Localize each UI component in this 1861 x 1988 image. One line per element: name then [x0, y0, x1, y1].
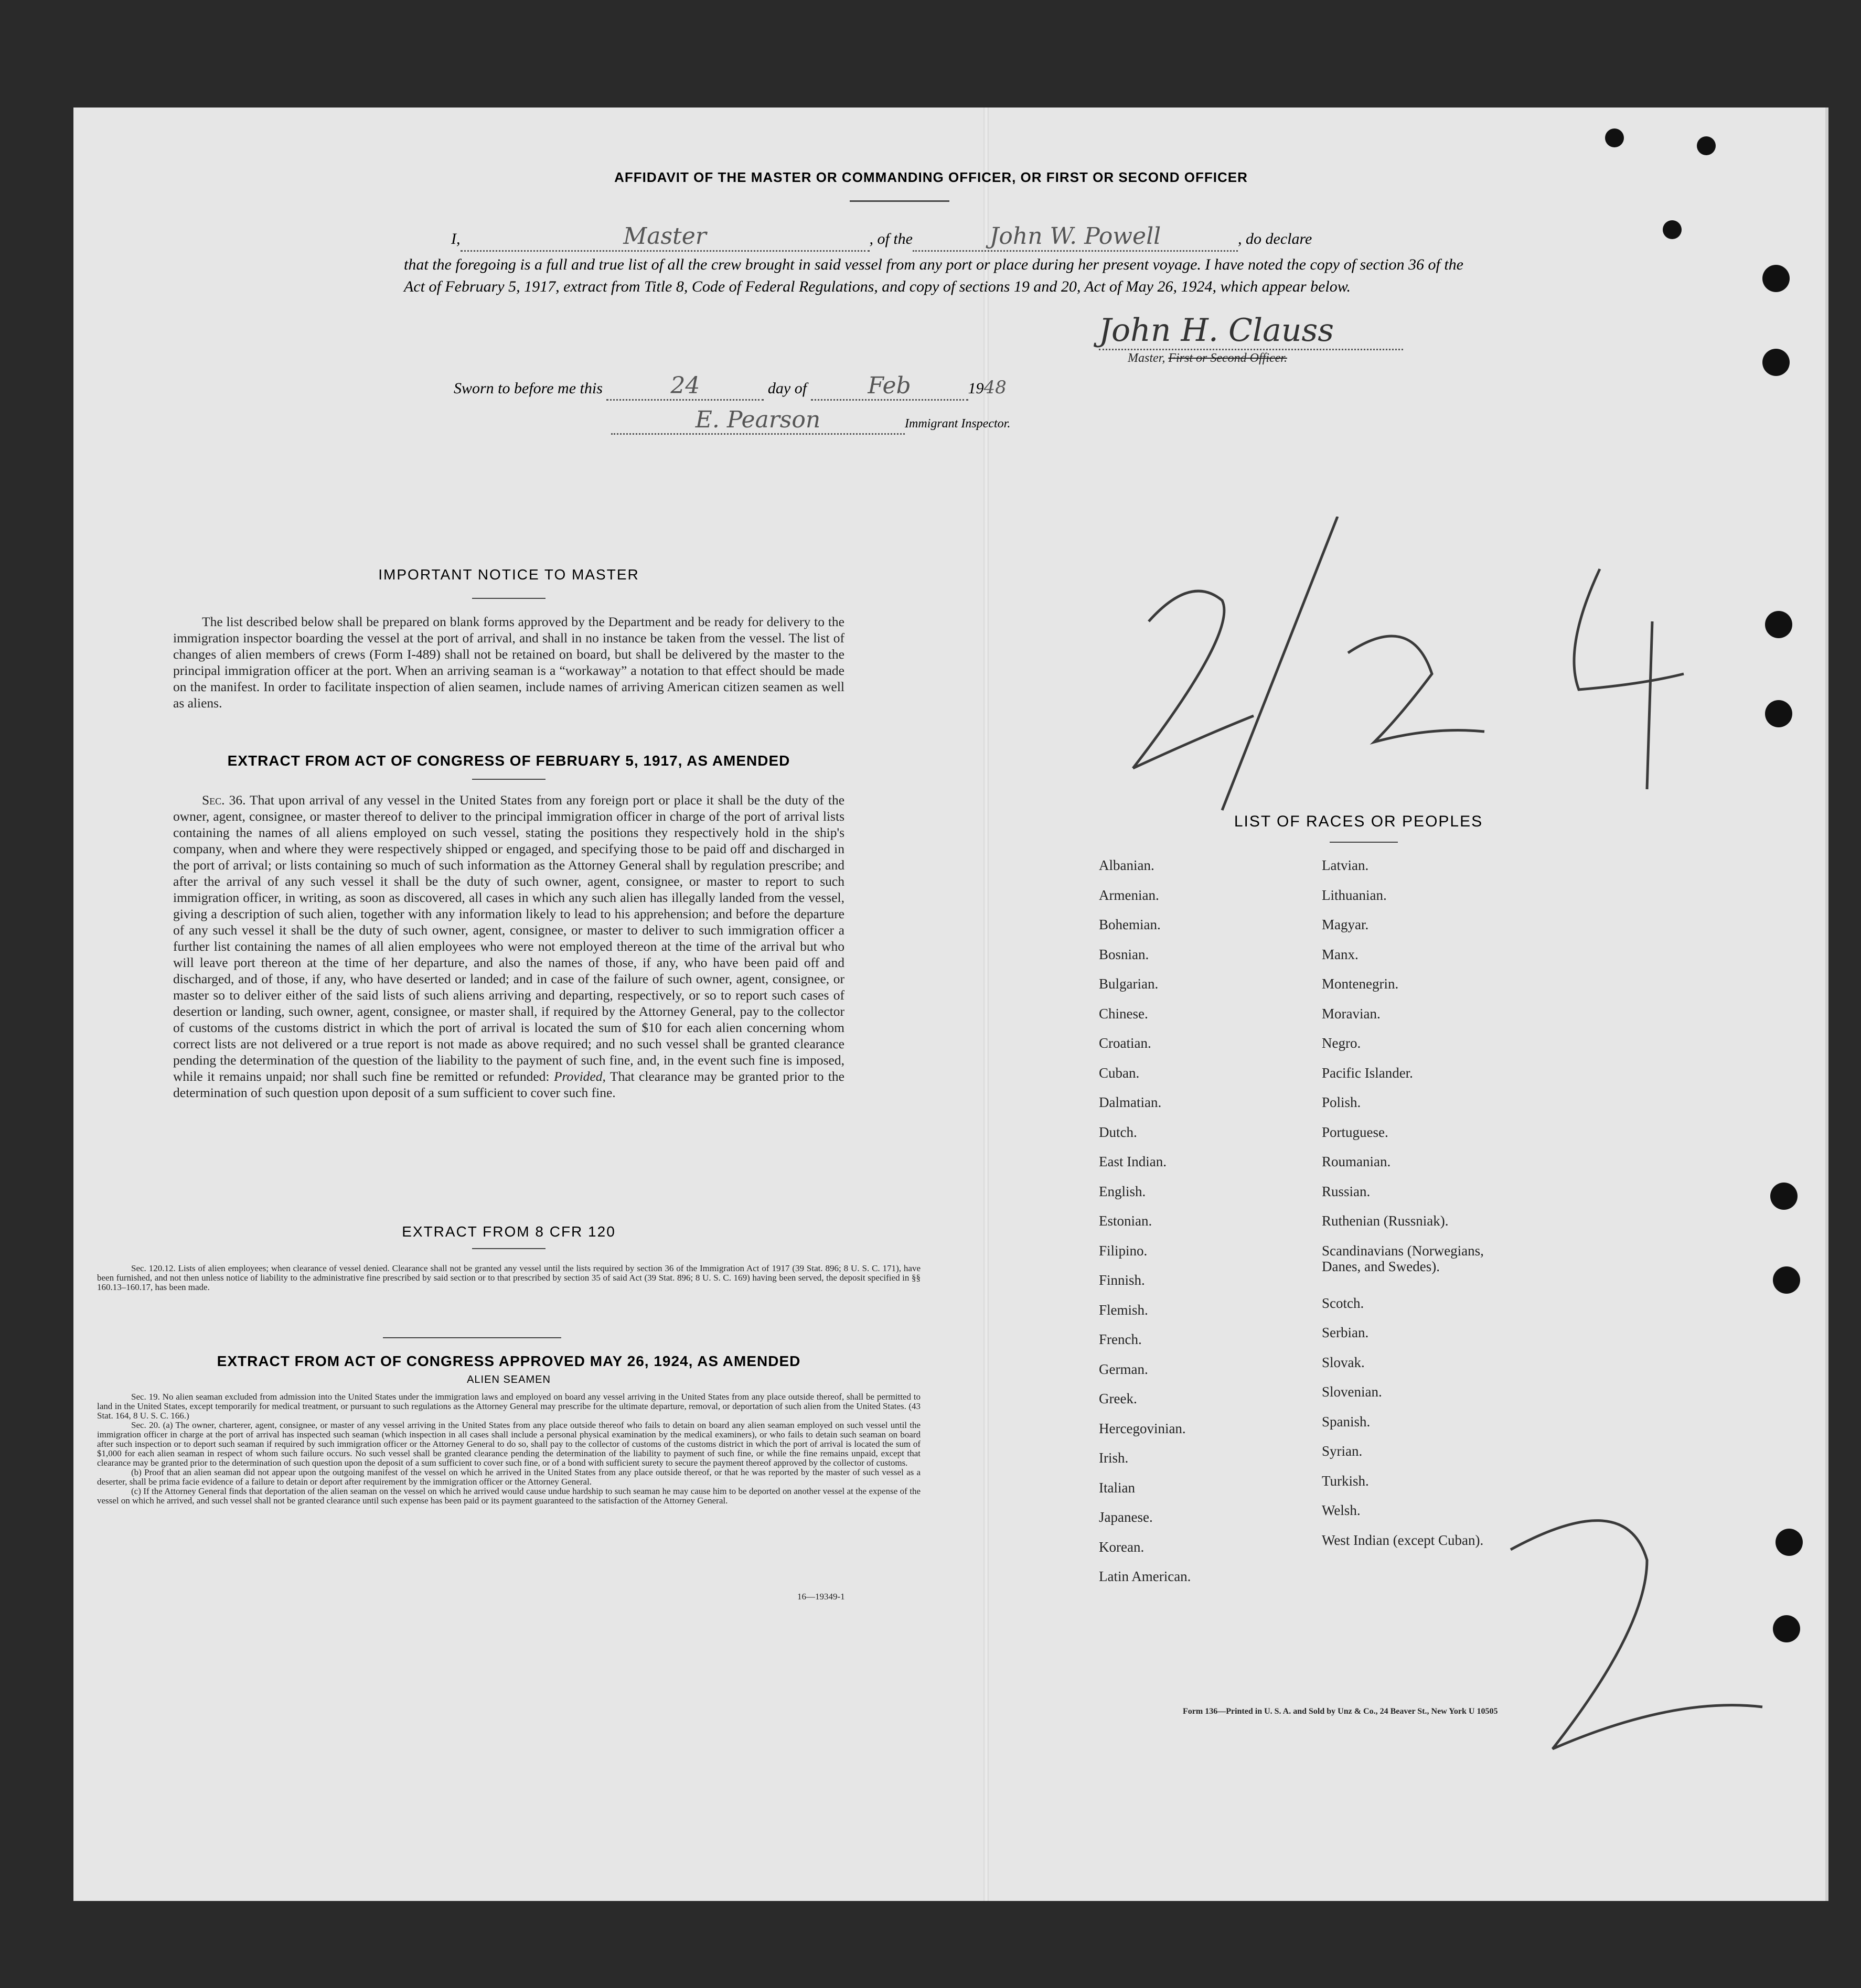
race-item: Roumanian.	[1322, 1154, 1391, 1169]
race-item: Magyar.	[1322, 917, 1369, 932]
cfr-title: EXTRACT FROM 8 CFR 120	[402, 1223, 616, 1240]
race-item: Croatian.	[1099, 1035, 1151, 1051]
punch-hole	[1765, 611, 1792, 638]
races-title: LIST OF RACES OR PEOPLES	[1234, 813, 1483, 830]
races-rule	[1330, 842, 1398, 843]
day-entry: 24	[670, 372, 700, 399]
race-item: Latvian.	[1322, 857, 1369, 873]
race-item: Scotch.	[1322, 1295, 1364, 1311]
race-item: Chinese.	[1099, 1005, 1148, 1022]
punch-hole	[1663, 220, 1682, 239]
race-item: Italian	[1099, 1479, 1135, 1496]
notice-rule	[472, 598, 546, 599]
extract-1917-body	[173, 792, 844, 1101]
race-item: Bohemian.	[1099, 917, 1161, 932]
race-item: Russian.	[1322, 1183, 1371, 1199]
year-label: 19	[968, 380, 984, 397]
inspector-label: Immigrant Inspector.	[905, 417, 1011, 431]
sec19-text: Sec. 19. No alien seaman excluded from admission into the United States under the immigration laws and employed on board any vessel arriving in the United States from any place outside thereof, shall be permitted to land in the United States, except temporarily for medical treatment, or pursuant to such regulations as the Attorney General may prescribe for the ultimate departure, removal, or deportation of such alien from the United States. (43 Stat. 164, 8 U. S. C. 166.)	[97, 1392, 921, 1421]
race-item: Flemish.	[1099, 1302, 1148, 1318]
year-entry: 48	[983, 377, 1007, 398]
inspector-line	[611, 406, 1010, 435]
declaration-line	[404, 225, 1463, 252]
inspector-signature: E. Pearson	[695, 406, 821, 433]
race-item: Polish.	[1322, 1094, 1361, 1110]
sec20b-text: (b) Proof that an alien seaman did not appear upon the outgoing manifest of the vessel on which he arrived in the United States from any place outside thereof, or that he was reported by the master of such vessel as a deserter, shall be prima facie evidence of a failure to detain or deport after requirement by the immigration officer or the Attorney General.	[97, 1467, 921, 1487]
punch-hole	[1762, 349, 1790, 376]
extract-1924-subtitle: ALIEN SEAMEN	[467, 1374, 551, 1385]
race-item: Hercegovinian.	[1099, 1420, 1186, 1436]
race-item: Pacific Islander.	[1322, 1065, 1413, 1081]
race-item: Welsh.	[1322, 1502, 1361, 1518]
sworn-line	[454, 372, 1007, 401]
form-code: 16—19349-1	[797, 1592, 845, 1602]
race-item: French.	[1099, 1331, 1142, 1347]
affidavit-declaration	[404, 225, 1463, 298]
punch-hole	[1773, 1266, 1800, 1294]
race-item: Estonian.	[1099, 1213, 1152, 1229]
race-item: Albanian.	[1099, 857, 1154, 873]
race-item: Turkish.	[1322, 1473, 1369, 1489]
sec36-text: That upon arrival of any vessel in the United States from any foreign port or place it shall be the duty of the owner, agent, consignee, or master thereof to deliver to the principal immigration officer in charge of the port of arrival lists containing the names of all aliens employed on such vessel, stating the positions they respectively hold in the ship's company, when and where they were respectively shipped or engaged, and specifying those to be paid off and discharged in the port of arrival; or lists containing so much of such information as the Attorney General shall by regulation prescribe; and after the arrival of any such vessel it shall be the duty of such owner, agent, consignee, or master to report to such immigration officer, in writing, as soon as discovered, all cases in which any such alien has illegally landed from the vessel, giving a description of such alien, together with any information likely to lead to his apprehension; and before the departure of any such vessel it shall be the duty of such owner, agent, consignee, or master to deliver to such immigration officer a further list containing the names of all alien employees who were not employed thereon at the time of the arrival but who will leave port thereon at the time of her departure, and also the names of those, if any, who have been paid off and discharged, and of those, if any, who have deserted or landed; and in case of the failure of such owner, agent, consignee, or master so to deliver either of the said lists of such aliens arriving and departing, respectively, or so to report such cases of desertion or landing, such owner, agent, consignee, or master shall, if required by the Attorney General, pay to the collector of customs of the customs district in which the port of arrival is located the sum of $10 for each alien concerning whom correct lists are not delivered or a true report is not made as above required; and no such vessel shall be granted clearance pending the determination of the question of the liability to the payment of such fine, and, in the event such fine is imposed, while it remains unpaid; nor shall such fine be remitted or refunded:	[173, 792, 845, 1084]
race-item: Bulgarian.	[1099, 976, 1159, 992]
race-item: Serbian.	[1322, 1325, 1369, 1340]
form-printer-line: Form 136—Printed in U. S. A. and Sold by Unz & Co., 24 Beaver St., New York U 10505	[1183, 1707, 1498, 1716]
i-label: I,	[451, 230, 461, 248]
race-item: Portuguese.	[1322, 1124, 1388, 1140]
punch-hole	[1605, 128, 1624, 147]
punch-hole	[1762, 265, 1790, 292]
race-item: English.	[1099, 1183, 1146, 1199]
document-sheet	[73, 108, 1828, 1901]
master-signature: John H. Clauss	[1099, 312, 1403, 350]
day-of-label: day of	[767, 380, 807, 397]
race-item: Lithuanian.	[1322, 887, 1387, 903]
race-item: Dutch.	[1099, 1124, 1137, 1140]
month-entry: Feb	[868, 372, 911, 399]
race-item: West Indian (except Cuban).	[1322, 1532, 1484, 1548]
sec20a-text: Sec. 20. (a) The owner, charterer, agent, consignee, or master of any vessel arriving in the United States from any place outside thereof who fails to detain on board any alien seaman employed on such vessel until the immigration officer in charge at the port of arrival has inspected such seaman (which inspection in all cases shall include a personal physical examination by the medical examiners), or who fails to detain such seaman on board after such inspection or to deport such seaman if required by such immigration officer or the Attorney General to do so, shall pay to the collector of customs of the customs district in which the port of arrival is located the sum of $1,000 for each alien seaman in respect of whom such failure occurs. No such vessel shall be granted clearance pending the determination of the liability to payment of such fine, or while the fine remains unpaid, except that clearance may be granted prior to the determination of such question upon the deposit of a sum sufficient to cover such fine, or of a bond with sufficient surety to secure the payment thereof approved by the collector of customs.	[97, 1420, 921, 1468]
race-item: Cuban.	[1099, 1065, 1140, 1081]
caption-struck: First or Second Officer.	[1168, 351, 1287, 365]
race-item: Ruthenian (Russniak).	[1322, 1213, 1449, 1229]
race-item: Finnish.	[1099, 1272, 1145, 1288]
race-item: Slovenian.	[1322, 1384, 1382, 1400]
extract-1924-title: EXTRACT FROM ACT OF CONGRESS APPROVED MAY 26, 1924, AS AMENDED	[217, 1353, 801, 1369]
declare-label: , do declare	[1238, 230, 1312, 248]
race-item: Syrian.	[1322, 1443, 1363, 1459]
punch-hole	[1770, 1183, 1798, 1210]
race-item: Moravian.	[1322, 1005, 1381, 1022]
cfr-rule	[472, 1248, 546, 1249]
rank-entry: Master	[623, 223, 707, 250]
race-item: Dalmatian.	[1099, 1094, 1162, 1110]
race-item: Japanese.	[1099, 1509, 1153, 1525]
race-item: Manx.	[1322, 946, 1359, 962]
sec36-text-end: That clearance may be granted prior to the determination of such question upon deposit of a sum sufficient to cover such fine.	[173, 1069, 844, 1100]
affidavit-title: AFFIDAVIT OF THE MASTER OR COMMANDING OFFICER, OR FIRST OR SECOND OFFICER	[614, 169, 1248, 185]
punch-hole	[1697, 136, 1716, 155]
affidavit-rule	[850, 200, 949, 202]
extract-1924-body	[97, 1392, 921, 1506]
of-the-label: , of the	[869, 230, 913, 248]
provided-label: Provided,	[553, 1069, 606, 1084]
race-item: Greek.	[1099, 1391, 1137, 1406]
sec20c-text: (c) If the Attorney General finds that deportation of the alien seaman on the vessel on which he arrived would cause undue hardship to such seaman he may cause him to be deported on another vessel at the expense of the vessel on which he arrived, and such vessel shall not be granted clearance until such expense has been paid or its payment guaranteed to the satisfaction of the Attorney General.	[97, 1486, 921, 1506]
race-item: Montenegrin.	[1322, 976, 1399, 992]
race-item: Korean.	[1099, 1539, 1145, 1555]
race-item: Slovak.	[1322, 1354, 1365, 1370]
notice-title: IMPORTANT NOTICE TO MASTER	[378, 566, 639, 583]
races-left-column	[1099, 857, 1319, 1598]
declaration-body: that the foregoing is a full and true list of all the crew brought in said vessel from any port or place during her present voyage. I have noted the copy of section 36 of the Act of February 5, 1917, extract from Title 8, Code of Federal Regulations, and copy of sections 19 and 20, Act of May 26, 1924, which appear below.	[404, 256, 1463, 295]
race-item: Scandinavians (Norwegians, Danes, and Swedes).	[1322, 1242, 1484, 1274]
race-item: Armenian.	[1099, 887, 1159, 903]
race-item: Negro.	[1322, 1035, 1361, 1051]
vessel-entry: John W. Powell	[989, 223, 1161, 250]
race-item: Spanish.	[1322, 1413, 1371, 1430]
race-item: East Indian.	[1099, 1154, 1167, 1169]
extract-1917-title: EXTRACT FROM ACT OF CONGRESS OF FEBRUARY 5, 1917, AS AMENDED	[227, 753, 790, 769]
notice-body: The list described below shall be prepared on blank forms approved by the Department and be ready for delivery to the immigration inspector boarding the vessel at the port of arrival, and shall in no instance be taken from the vessel. The list of changes of alien members of crews (Form I-489) shall not be retained on board, but shall be delivered by the master to the principal immigration officer at the port. When an arriving seaman is a “workaway” a notation to that effect should be made on the manifest. In order to facilitate inspection of alien seamen, include names of arriving American citizen seamen as well as aliens.	[173, 614, 844, 711]
race-item: German.	[1099, 1361, 1148, 1377]
cfr-body: Sec. 120.12. Lists of alien employees; when clearance of vessel denied. Clearance shall not be granted any vessel until the lists required by section 36 of the Immigration Act of 1917 (39 Stat. 896; 8 U. S. C. 171), have been furnished, and not then unless notice of liability to the administrative fine prescribed by said section or to that prescribed by section 35 of said Act (39 Stat. 896; 8 U. S. C. 169) having been served, the deposit specified in §§ 160.13–160.17, has been made.	[97, 1263, 921, 1292]
extract-1917-rule	[472, 779, 546, 780]
caption-master: Master,	[1128, 351, 1165, 365]
race-item: Filipino.	[1099, 1242, 1148, 1259]
race-item: Irish.	[1099, 1450, 1129, 1466]
sec36-label: Sec. 36.	[202, 792, 246, 808]
cfr-bottom-rule	[383, 1337, 561, 1338]
race-item: Bosnian.	[1099, 946, 1149, 962]
race-item: Latin American.	[1099, 1568, 1191, 1584]
sworn-label: Sworn to before me this	[454, 380, 603, 397]
punch-hole	[1765, 700, 1792, 727]
signature-caption	[1128, 351, 1287, 366]
races-right-column	[1322, 857, 1595, 1562]
